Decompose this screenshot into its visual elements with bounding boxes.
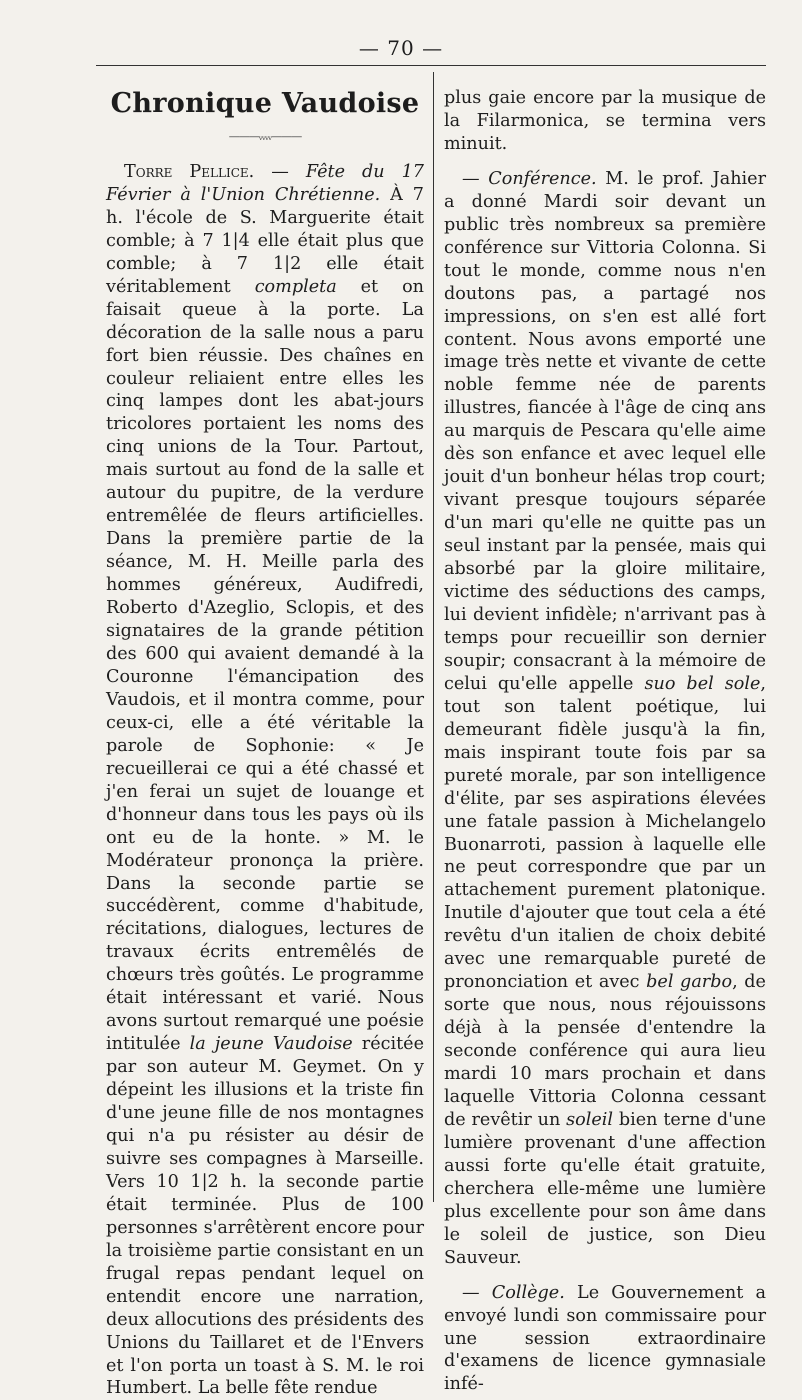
body-text: À 7 h. l'école de S. Marguerite était comble; à 7 1|4 elle était plus que comble; à 7 1|2 elle était véritablement bbox=[106, 184, 424, 297]
italic-phrase: suo bel sole bbox=[644, 673, 761, 694]
place-name: Torre Pellice. bbox=[124, 161, 255, 182]
continuation-text: plus gaie encore par la musique de la Filarmonica, se termina vers minuit. bbox=[444, 88, 766, 154]
body-text: bien terne d'une lumière provenant d'une affection aussi forte qu'elle était gratuite, cherchera elle-même une lumière plus excellente pour son âme dans le soleil de justice, son Dieu Sauveur. bbox=[444, 1109, 766, 1268]
event-title: Fête du 17 Février à l'Union Chrétienne. bbox=[106, 161, 425, 205]
body-text: , de sorte que nous, nous réjouissons déjà à la pensée d'entendre la seconde conférence qui aura lieu mardi 10 mars prochain et dans laquelle Vittoria Colonna cessant de revêtir un bbox=[444, 972, 766, 1130]
article-torre-pellice bbox=[106, 161, 424, 1400]
paragraph-gap bbox=[444, 156, 766, 168]
body-text: M. le prof. Jahier a donné Mardi soir devant un public très nombreux sa première conférence sur Vittoria Colonna. Si tout le monde, comme nous n'en doutons pas, a partagé nos impressions, on s'en est allé fort content. Nous avons emporté une image très nette et vivante de cette noble femme née de parents illustres, fiancée à l'âge de cinq ans au marquis de Pescara qu'elle aime dès son enfance et avec lequel elle jouit d'un bonheur hélas trop court; vivant presque toujours séparée d'un mari qu'elle ne quitte pas un seul instant par la pensée, mais qui absorbé par la gloire militaire, victime des séductions des camps, lui devient infidèle; n'arrivant pas à temps pour recueillir son dernier soupir; consacrant à la mémoire de celui qu'elle appelle bbox=[444, 168, 766, 694]
right-column bbox=[444, 87, 766, 1396]
college-label: — Collège. bbox=[462, 1282, 565, 1303]
column-divider bbox=[433, 72, 434, 1202]
header-rule bbox=[96, 65, 766, 66]
italic-word: completa bbox=[254, 276, 337, 297]
italic-phrase: soleil bbox=[566, 1109, 614, 1130]
body-text: , tout son talent poétique, lui demeurant fidèle jusqu'à la fin, mais inspirant toute fois par sa pureté morale, par son intelligence d'élite, par ses aspirations élevées une fatale passion à Michelangelo Buonarroti, passion à laquelle elle ne peut correspondre que par un attachement purement platonique. Inutile d'ajouter que tout cela a été revêtu d'un italien de choix debité avec une remarquable pureté de prononciation et avec bbox=[444, 673, 766, 993]
body-text: et on faisait queue à la porte. La décoration de la salle nous a paru fort bien réussie. Des chaînes en couleur reliaient entre elles les cinq lampes dont les abat-jours tricolores portaient les noms des cinq unions de la Tour. Partout, mais surtout au fond de la salle et autour du pupitre, de la verdure entremêlée de fleurs artificielles. Dans la première partie de la séance, M. H. Meille parla des hommes généreux, Audifredi, Roberto d'Azeglio, Sclopis, et des signataires de la grande pétition des 600 qui avaient demandé à la Couronne l'émancipation des Vaudois, et il montra comme, pour ceux-ci, elle a été véritable la parole de Sophonie: « Je recueillerai ce qui a été chassé et j'en ferai un sujet de louange et d'honneur dans tous les pays où ils ont eu de la honte. » M. le Modérateur prononça la prière. Dans la seconde partie se succédèrent, comme d'habitude, récitations, dialogues, lectures de travaux écrits entremêlés de chœurs très goûtés. Le programme était intéressant et varié. Nous avons surtout remarqué une poésie intitulée bbox=[106, 276, 425, 1055]
page-number: — 70 — bbox=[358, 36, 444, 60]
italic-phrase: bel garbo bbox=[646, 972, 733, 993]
article-conference bbox=[444, 168, 766, 1270]
body-text: Le Gouvernement a envoyé lundi son commissaire pour une session extraordinaire d'examens de licence gymnasiale infé- bbox=[444, 1282, 766, 1395]
conference-label: — Conférence. bbox=[462, 168, 597, 189]
body-text: récitée par son auteur M. Geymet. On y dépeint les illusions et la triste fin d'une jeune fille de nos montagnes qui n'a pu résister au désir de suivre ses compagnes à Marseille. Vers 10 1|2 h. la seconde partie était terminée. Plus de 100 personnes s'arrêtèrent encore pour la troisième partie consistant en un frugal repas pendant lequel on entendit encore une narration, deux allocutions des présidents des Unions du Taillaret et de l'Envers et l'on porta un toast à S. M. le roi Humbert. La belle fête rendue bbox=[106, 1034, 424, 1399]
left-column bbox=[106, 78, 424, 1400]
poem-title: la jeune Vaudoise bbox=[189, 1034, 353, 1055]
dash: — bbox=[254, 161, 306, 182]
article-college bbox=[444, 1282, 766, 1397]
section-headline: Chronique Vaudoise bbox=[110, 88, 420, 119]
headline-ornament: ———ᵥᵥᵥᵥ——— bbox=[228, 130, 302, 143]
paragraph-gap bbox=[444, 1270, 766, 1282]
